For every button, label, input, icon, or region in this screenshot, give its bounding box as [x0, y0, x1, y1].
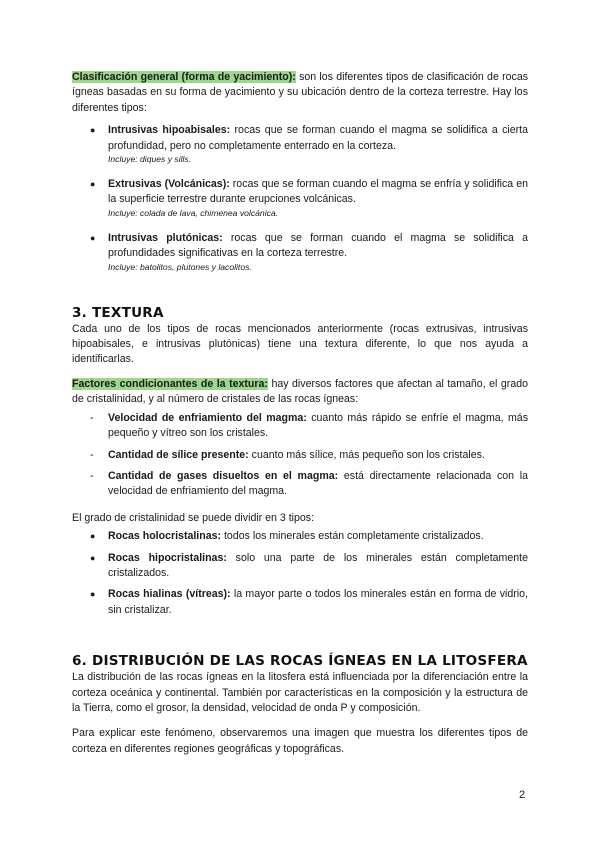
document-page — [72, 70, 528, 757]
classification-text: son los diferentes tipos de clasificación de rocas ígneas basadas en su forma de yacimiento y su ubicación dentro de la corteza terrestre. Hay los diferentes tipos: — [72, 71, 529, 114]
distribution-para-1: La distribución de las rocas ígneas en la litosfera está influenciada por la diferenciación entre la corteza oceánica y continental. También por características en la composición y la estructura de la Tierra, como el grosor, la densidad, velocidad de onda P y composición. — [72, 671, 528, 714]
factor-term: Cantidad de gases disueltos en el magma: — [108, 469, 339, 482]
crystal-desc: solo una parte de los minerales están completamente cristalizados. — [108, 551, 528, 579]
factors-text: hay diversos factores que afectan al tamaño, el grado de cristalinidad, y al número de cristales de las rocas ígneas: — [72, 377, 528, 406]
crystallinity-intro: El grado de cristalinidad se puede dividir en 3 tipos: — [72, 511, 315, 524]
crystallinity-list — [90, 529, 528, 618]
list-item — [90, 529, 528, 544]
factors-paragraph — [72, 377, 528, 408]
factors-list — [90, 411, 528, 500]
item-desc: rocas que se forman cuando el magma se enfría y solidifica en la superficie terrestre durante erupciones volcánicas. — [108, 178, 529, 206]
list-item — [90, 123, 528, 165]
classification-list — [90, 123, 528, 272]
crystal-term: Rocas hialinas (vítreas): — [108, 588, 231, 601]
item-term: Extrusivas (Volcánicas): — [108, 178, 230, 191]
item-includes: Incluye: batolitos, plutones y lacolitos. — [108, 261, 252, 272]
list-item — [90, 587, 528, 618]
item-includes: Incluye: diques y sills. — [108, 154, 192, 165]
crystal-desc: todos los minerales están completamente cristalizados. — [221, 530, 484, 543]
classification-paragraph — [72, 70, 528, 116]
classification-highlight: Clasificación general (forma de yacimiento): — [72, 71, 296, 83]
factor-term: Velocidad de enfriamiento del magma: — [108, 411, 307, 424]
list-item — [90, 469, 528, 500]
list-item — [90, 551, 528, 582]
list-item — [90, 411, 528, 442]
list-item — [90, 448, 528, 463]
factor-desc: cuanto más sílice, más pequeño son los cristales. — [248, 448, 485, 461]
distribution-para-2: Para explicar este fenómeno, observaremos una imagen que muestra los diferentes tipos de corteza en diferentes regiones geográficas y topográficas. — [72, 727, 528, 755]
item-includes: Incluye: colada de lava, chimenea volcánica. — [108, 207, 279, 218]
list-item — [90, 177, 528, 219]
list-item — [90, 231, 528, 273]
factor-term: Cantidad de sílice presente: — [108, 448, 249, 461]
factors-highlight: Factores condicionantes de la textura: — [72, 377, 268, 390]
item-desc: rocas que se forman cuando el magma se solidifica a cierta profundidad, pero no completamente enterrado en la corteza. — [108, 124, 528, 152]
item-term: Intrusivas plutónicas: — [108, 231, 223, 244]
texture-heading: 3. TEXTURA — [72, 304, 164, 321]
factor-desc: cuanto más rápido se enfríe el magma, más pequeño y vítreo son los cristales. — [108, 411, 528, 440]
crystal-term: Rocas hipocristalinas: — [108, 551, 227, 564]
page-number: 2 — [519, 789, 526, 801]
texture-intro: Cada uno de los tipos de rocas mencionados anteriormente (rocas extrusivas, intrusivas hipoabisales, e intrusivas plutónicas) tiene una textura diferente, lo que nos ayuda a identificarlas. — [72, 322, 528, 366]
distribution-heading: 6. DISTRIBUCIÓN DE LAS ROCAS ÍGNEAS EN LA LITOSFERA — [72, 653, 528, 670]
item-desc: rocas que se forman cuando el magma se solidifica a profundidades significativas en la corteza terrestre. — [108, 231, 528, 260]
factor-desc: está directamente relacionada con la velocidad de enfriamiento del magma. — [108, 469, 528, 498]
crystal-desc: la mayor parte o todos los minerales están en forma de vidrio, sin cristalizar. — [108, 588, 528, 616]
item-term: Intrusivas hipoabisales: — [108, 124, 231, 137]
crystal-term: Rocas holocristalinas: — [108, 530, 222, 543]
